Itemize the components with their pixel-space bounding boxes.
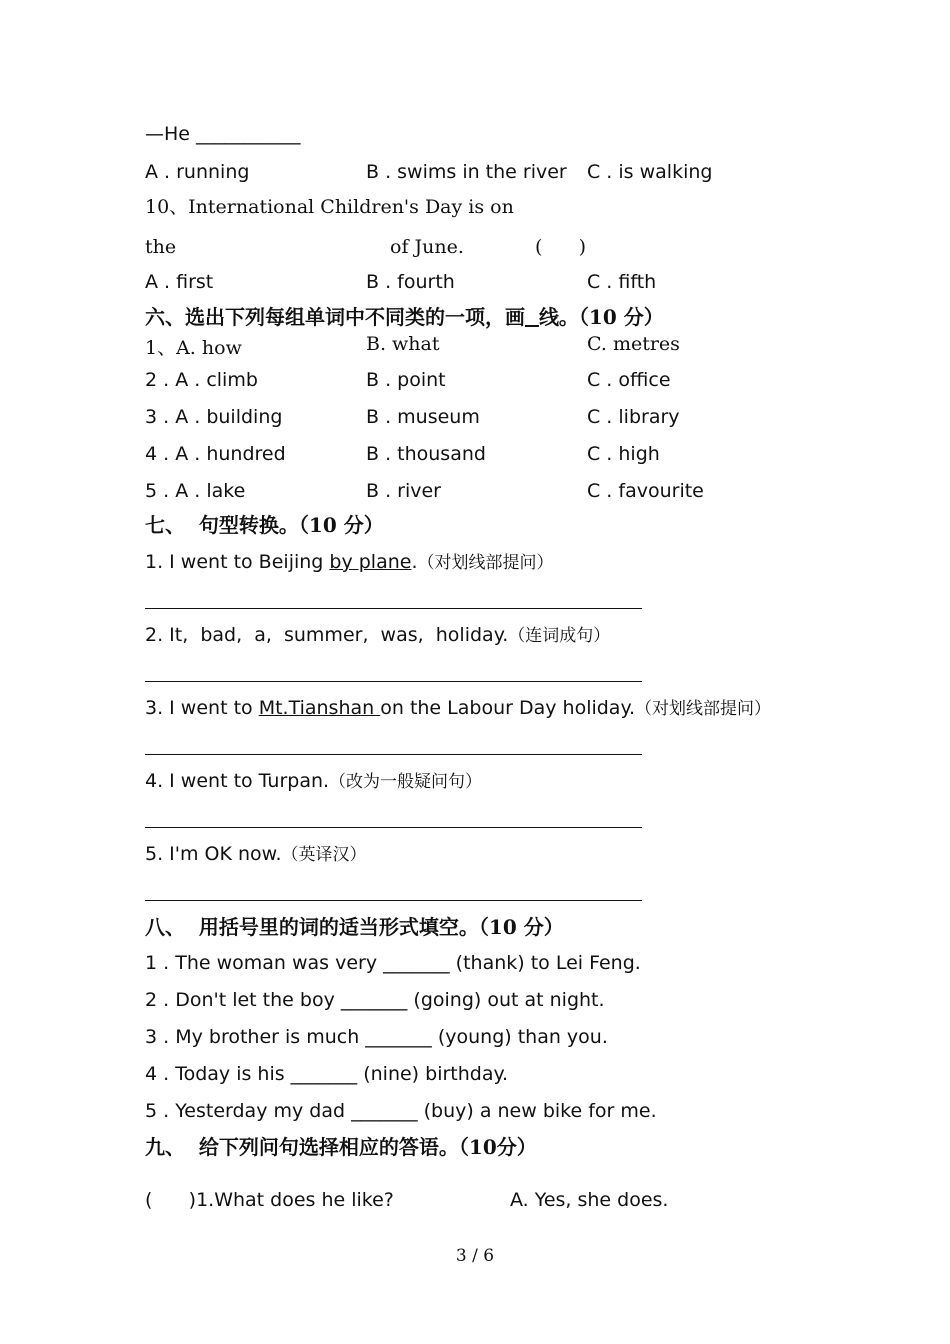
match-answer-a: A. Yes, she does. <box>510 1189 669 1211</box>
section-9-heading: 九、 给下列问句选择相应的答语。（10分） <box>145 1135 537 1159</box>
fill-item-4: 4 . Today is his _______ (nine) birthday. <box>145 1063 509 1085</box>
word-row-5-b: B . river <box>366 480 441 502</box>
section-7-heading: 七、 句型转换。（10 分） <box>145 513 384 537</box>
page-number: 3 / 6 <box>455 1246 495 1266</box>
word-row-1-c: C. metres <box>587 333 680 355</box>
word-row-1-a: 1、A. how <box>145 337 242 359</box>
section-8-heading: 八、 用括号里的词的适当形式填空。（10 分） <box>145 915 564 939</box>
word-row-5-c: C . favourite <box>587 480 704 502</box>
fill-item-1: 1 . The woman was very _______ (thank) to Lei Feng. <box>145 952 641 974</box>
question-10-line2-end: of June. <box>390 236 464 258</box>
word-row-3-c: C . library <box>587 406 680 428</box>
question-10-line2-start: the <box>145 236 177 258</box>
answer-rule <box>145 608 642 609</box>
word-row-4-a: 4 . A . hundred <box>145 443 286 465</box>
match-question-1: ( )1.What does he like? <box>145 1189 394 1211</box>
word-row-2-b: B . point <box>366 369 446 391</box>
word-row-4-b: B . thousand <box>366 443 486 465</box>
question-10-line1: 10、International Children's Day is on <box>145 196 514 218</box>
word-row-2-c: C . office <box>587 369 671 391</box>
transform-item-3: 3. I went to Mt.Tianshan on the Labour Day holiday.（对划线部提问） <box>145 697 772 719</box>
answer-rule <box>145 900 642 901</box>
answer-rule <box>145 754 642 755</box>
option-b: B . fourth <box>366 271 455 293</box>
word-row-2-a: 2 . A . climb <box>145 369 258 391</box>
word-row-5-a: 5 . A . lake <box>145 480 246 502</box>
option-c: C . fifth <box>587 271 657 293</box>
fill-item-3: 3 . My brother is much _______ (young) than you. <box>145 1026 608 1048</box>
transform-item-5: 5. I'm OK now.（英译汉） <box>145 843 367 865</box>
answer-rule <box>145 827 642 828</box>
transform-item-4: 4. I went to Turpan.（改为一般疑问句） <box>145 770 483 792</box>
option-a: A . first <box>145 271 214 293</box>
answer-paren: ( ) <box>535 236 587 258</box>
word-row-3-a: 3 . A . building <box>145 406 283 428</box>
option-c: C . is walking <box>587 161 713 183</box>
option-a: A . running <box>145 161 250 183</box>
fill-item-5: 5 . Yesterday my dad _______ (buy) a new bike for me. <box>145 1100 657 1122</box>
word-row-1-b: B. what <box>366 333 440 355</box>
answer-line: —He ___________ <box>145 123 301 145</box>
word-row-3-b: B . museum <box>366 406 480 428</box>
fill-item-2: 2 . Don't let the boy _______ (going) out at night. <box>145 989 605 1011</box>
transform-item-1: 1. I went to Beijing by plane.（对划线部提问） <box>145 551 554 573</box>
word-row-4-c: C . high <box>587 443 660 465</box>
transform-item-2: 2. It, bad, a, summer, was, holiday.（连词成句） <box>145 624 611 646</box>
option-b: B . swims in the river <box>366 161 567 183</box>
answer-rule <box>145 681 642 682</box>
section-6-heading: 六、选出下列每组单词中不同类的一项，画 线。（10 分） <box>145 305 664 329</box>
